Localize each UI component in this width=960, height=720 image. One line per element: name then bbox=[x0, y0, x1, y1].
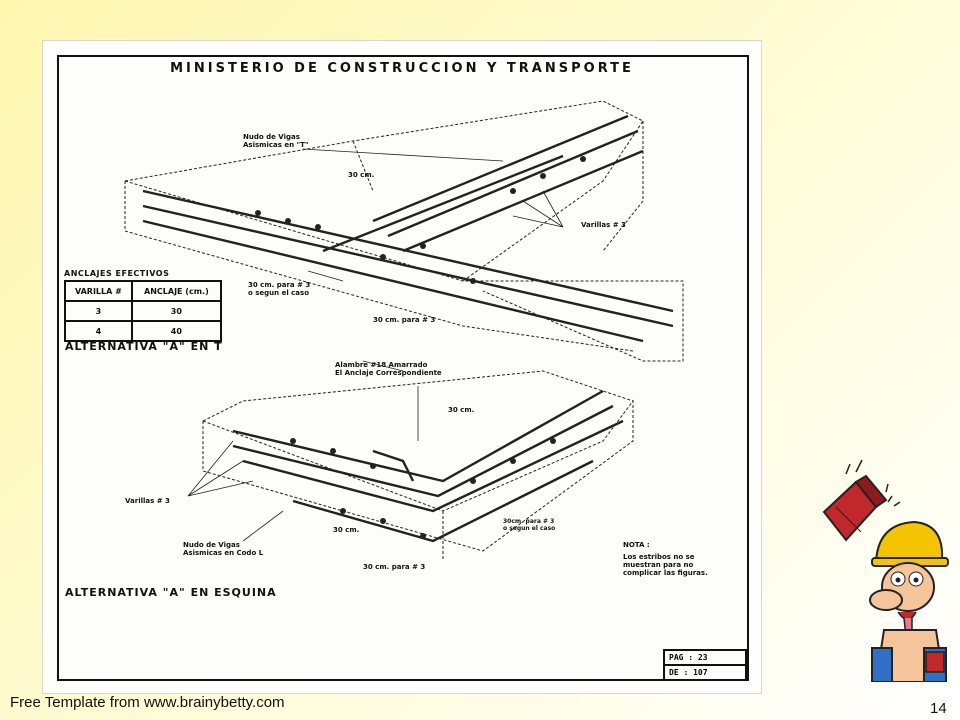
alternativa-esquina-heading: ALTERNATIVA "A" EN ESQUINA bbox=[65, 586, 277, 599]
table-header: ANCLAJE (cm.) bbox=[132, 281, 221, 301]
table-header: VARILLA # bbox=[65, 281, 132, 301]
label-30cm-para-bottom: 30 cm. para # 3 bbox=[363, 563, 426, 571]
document-title: MINISTERIO DE CONSTRUCCION Y TRANSPORTE bbox=[170, 61, 634, 76]
page-pag: PAG : 23 bbox=[669, 653, 708, 662]
nota-text: Los estribos no se muestran para no complicar las figuras. bbox=[623, 553, 708, 578]
cartoon-construction-worker-icon bbox=[816, 452, 952, 682]
page-de: DE : 107 bbox=[665, 664, 745, 679]
table-cell: 30 bbox=[132, 301, 221, 321]
table-cell: 3 bbox=[65, 301, 132, 321]
label-nudo-t: Nudo de Vigas Asismicas en "T" bbox=[243, 133, 309, 150]
label-varillas-top: Varillas # 3 bbox=[581, 221, 626, 229]
label-alambre: Alambre #18 Amarrado El Anclaje Correspondiente bbox=[335, 361, 442, 378]
table-cell: 4 bbox=[65, 321, 132, 341]
slide-number: 14 bbox=[930, 700, 947, 717]
label-30cm-para-3-c: 30cm. para # 3 o segun el caso bbox=[503, 518, 556, 532]
page-number-box bbox=[663, 649, 747, 681]
label-30cm-mid: 30 cm. bbox=[448, 406, 475, 414]
table-cell: 40 bbox=[132, 321, 221, 341]
label-30cm-top: 30 cm. bbox=[348, 171, 375, 179]
nota-title: NOTA : bbox=[623, 541, 650, 549]
label-varillas-bottom: Varillas # 3 bbox=[125, 497, 170, 505]
label-30cm-bottom: 30 cm. bbox=[333, 526, 360, 534]
label-30cm-para-3: 30 cm. para # 3 o segun el caso bbox=[248, 281, 311, 298]
brick-icon bbox=[824, 476, 886, 540]
anclajes-table bbox=[64, 269, 222, 342]
drawing-sheet bbox=[42, 40, 762, 694]
alternativa-t-heading: ALTERNATIVA "A" EN T bbox=[65, 340, 223, 353]
label-nudo-l: Nudo de Vigas Asismicas en Codo L bbox=[183, 541, 264, 558]
label-30cm-para-3-b: 30 cm. para # 3 bbox=[373, 316, 436, 324]
footer-credit: Free Template from www.brainybetty.com bbox=[10, 694, 285, 711]
anclajes-title: ANCLAJES EFECTIVOS bbox=[64, 269, 170, 278]
